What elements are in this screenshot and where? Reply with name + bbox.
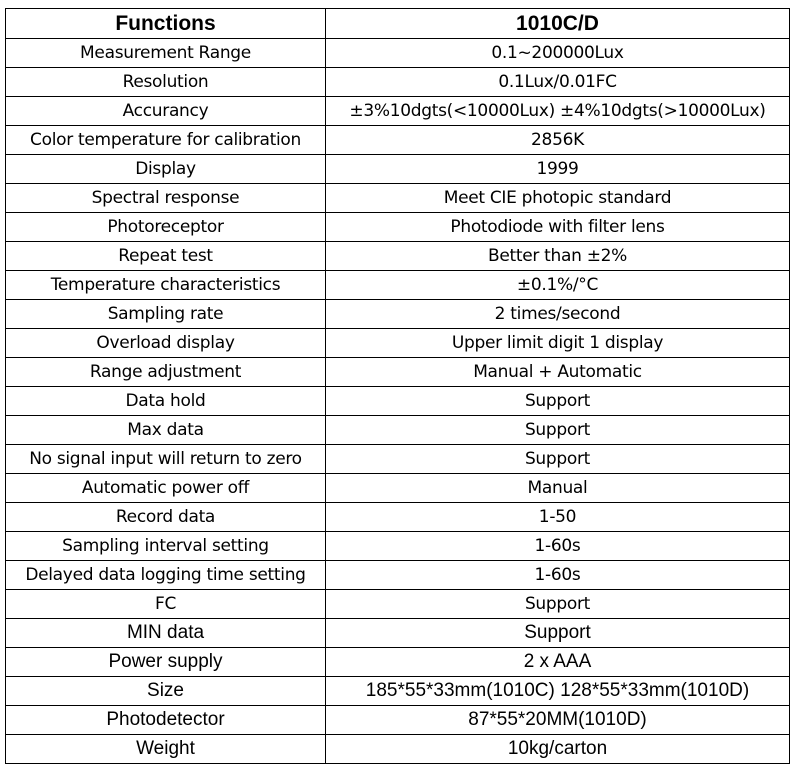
row-value: Support: [326, 445, 790, 474]
row-function: Resolution: [6, 68, 326, 97]
row-function: Sampling rate: [6, 300, 326, 329]
row-function: Delayed data logging time setting: [6, 561, 326, 590]
table-row: [6, 706, 790, 735]
row-function: Color temperature for calibration: [6, 126, 326, 155]
row-function: Accurancy: [6, 97, 326, 126]
row-function: Automatic power off: [6, 474, 326, 503]
table-row: [6, 126, 790, 155]
header-functions: Functions: [6, 9, 326, 39]
row-function: No signal input will return to zero: [6, 445, 326, 474]
table-row: [6, 677, 790, 706]
row-value: 10kg/carton: [326, 735, 790, 764]
table-row: [6, 416, 790, 445]
table-row: [6, 561, 790, 590]
row-value: Support: [326, 590, 790, 619]
spec-table: [5, 8, 790, 764]
table-row: [6, 445, 790, 474]
row-value: Photodiode with filter lens: [326, 213, 790, 242]
row-value: 0.1~200000Lux: [326, 39, 790, 68]
row-function: Power supply: [6, 648, 326, 677]
row-value: Better than ±2%: [326, 242, 790, 271]
row-function: Data hold: [6, 387, 326, 416]
header-row: [6, 9, 790, 39]
row-function: Temperature characteristics: [6, 271, 326, 300]
row-function: Sampling interval setting: [6, 532, 326, 561]
row-value: Meet CIE photopic standard: [326, 184, 790, 213]
header-model: 1010C/D: [326, 9, 790, 39]
row-value: ±0.1%/°C: [326, 271, 790, 300]
row-function: Overload display: [6, 329, 326, 358]
table-row: [6, 97, 790, 126]
table-row: [6, 242, 790, 271]
row-function: Max data: [6, 416, 326, 445]
table-row: [6, 39, 790, 68]
row-value: 1-60s: [326, 532, 790, 561]
row-value: Support: [326, 619, 790, 648]
table-row: [6, 387, 790, 416]
row-value: Support: [326, 387, 790, 416]
row-function: Spectral response: [6, 184, 326, 213]
table-row: [6, 184, 790, 213]
row-function: Repeat test: [6, 242, 326, 271]
table-row: [6, 358, 790, 387]
row-function: Weight: [6, 735, 326, 764]
row-function: FC: [6, 590, 326, 619]
table-row: [6, 590, 790, 619]
table-row: [6, 474, 790, 503]
table-row: [6, 213, 790, 242]
row-function: Photoreceptor: [6, 213, 326, 242]
table-row: [6, 271, 790, 300]
table-row: [6, 648, 790, 677]
row-value: 2 x AAA: [326, 648, 790, 677]
table-row: [6, 329, 790, 358]
row-value: ±3%10dgts(<10000Lux) ±4%10dgts(>10000Lux): [326, 97, 790, 126]
row-function: Photodetector: [6, 706, 326, 735]
row-function: Display: [6, 155, 326, 184]
row-value: 87*55*20MM(1010D): [326, 706, 790, 735]
table-row: [6, 68, 790, 97]
row-value: 2 times/second: [326, 300, 790, 329]
row-value: 0.1Lux/0.01FC: [326, 68, 790, 97]
row-value: 185*55*33mm(1010C) 128*55*33mm(1010D): [326, 677, 790, 706]
row-function: Measurement Range: [6, 39, 326, 68]
row-value: 1999: [326, 155, 790, 184]
row-value: 1-50: [326, 503, 790, 532]
row-function: Record data: [6, 503, 326, 532]
row-value: Manual: [326, 474, 790, 503]
row-function: Range adjustment: [6, 358, 326, 387]
table-row: [6, 503, 790, 532]
row-value: Support: [326, 416, 790, 445]
row-value: 1-60s: [326, 561, 790, 590]
table-row: [6, 300, 790, 329]
row-function: Size: [6, 677, 326, 706]
row-value: Upper limit digit 1 display: [326, 329, 790, 358]
row-function: MIN data: [6, 619, 326, 648]
row-value: Manual + Automatic: [326, 358, 790, 387]
table-row: [6, 532, 790, 561]
table-row: [6, 619, 790, 648]
table-row: [6, 735, 790, 764]
row-value: 2856K: [326, 126, 790, 155]
table-row: [6, 155, 790, 184]
